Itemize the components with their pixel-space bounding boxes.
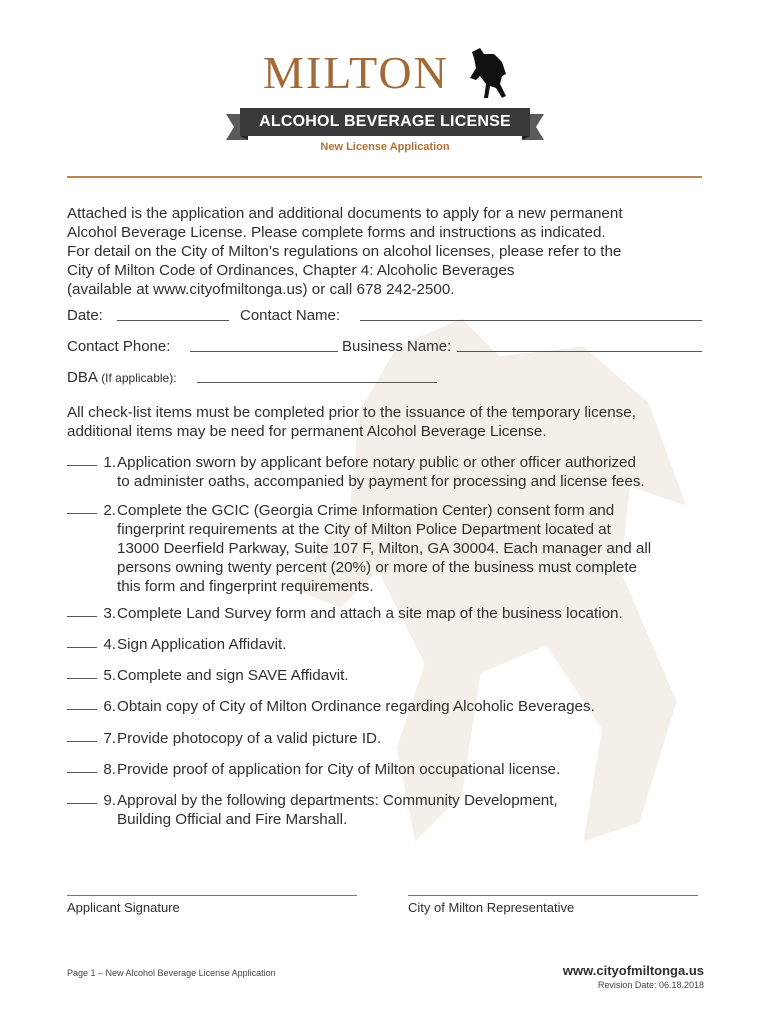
intro-paragraph	[67, 204, 707, 299]
checklist-item	[67, 666, 717, 686]
checklist-number: 5.	[103, 667, 116, 684]
applicant-signature-label: Applicant Signature	[67, 900, 180, 915]
checklist-text: Building Official and Fire Marshall.	[117, 811, 348, 828]
website-link[interactable]: www.cityofmiltonga.us	[562, 963, 704, 978]
checklist-item	[67, 453, 717, 493]
checklist-item	[67, 604, 717, 624]
horse-icon	[466, 46, 512, 100]
checklist-intro-line: additional items may be need for permanent Alcohol Beverage License.	[67, 423, 547, 440]
checklist-text: Obtain copy of City of Milton Ordinance regarding Alcoholic Beverages.	[117, 698, 595, 715]
checklist-blank[interactable]	[67, 741, 97, 742]
applicant-signature-field[interactable]	[67, 895, 357, 896]
intro-line: (available at www.cityofmiltonga.us) or call 678 242-2500.	[67, 281, 455, 298]
checklist-item	[67, 697, 717, 717]
dba-note: (If applicable):	[101, 371, 177, 385]
intro-line: For detail on the City of Milton’s regulations on alcohol licenses, please refer to the	[67, 243, 622, 260]
date-field[interactable]	[117, 320, 229, 321]
checklist-text: Approval by the following departments: Community Development,	[117, 792, 558, 809]
header-divider	[67, 176, 702, 178]
page-footer-label: Page 1 – New Alcohol Beverage License Application	[67, 968, 276, 978]
checklist-text: Provide proof of application for City of Milton occupational license.	[117, 761, 561, 778]
checklist-blank[interactable]	[67, 513, 97, 514]
checklist-blank[interactable]	[67, 772, 97, 773]
checklist-text: persons owning twenty percent (20%) or more of the business must complete	[117, 559, 638, 576]
checklist-item	[67, 729, 717, 749]
checklist-item	[67, 501, 717, 596]
checklist-number: 7.	[103, 730, 116, 747]
business-name-field[interactable]	[457, 351, 702, 352]
checklist-blank[interactable]	[67, 616, 97, 617]
contact-name-label: Contact Name:	[240, 307, 341, 324]
checklist-number: 2.	[103, 502, 116, 519]
representative-signature-label: City of Milton Representative	[408, 900, 575, 915]
page-subtitle: New License Application	[320, 141, 450, 153]
checklist-intro-line: All check-list items must be completed prior to the issuance of the temporary license,	[67, 404, 636, 421]
checklist-number: 8.	[103, 761, 116, 778]
contact-name-field[interactable]	[360, 320, 702, 321]
checklist-text: Complete and sign SAVE Affidavit.	[117, 667, 349, 684]
revision-date: Revision Date: 06.18.2018	[597, 980, 704, 990]
checklist-blank[interactable]	[67, 678, 97, 679]
checklist-number: 3.	[103, 605, 116, 622]
dba-field[interactable]	[197, 382, 437, 383]
checklist-text: this form and fingerprint requirements.	[117, 578, 374, 595]
representative-signature-field[interactable]	[408, 895, 698, 896]
intro-line: Alcohol Beverage License. Please complete forms and instructions as indicated.	[67, 224, 606, 241]
intro-line: City of Milton Code of Ordinances, Chapter 4: Alcoholic Beverages	[67, 262, 515, 279]
business-name-label: Business Name:	[342, 338, 452, 355]
checklist-text: Application sworn by applicant before notary public or other officer authorized	[117, 454, 636, 471]
checklist-blank[interactable]	[67, 647, 97, 648]
contact-phone-label: Contact Phone:	[67, 338, 171, 355]
dba-label-text: DBA	[67, 369, 98, 386]
checklist-number: 9.	[103, 792, 116, 809]
checklist-text: Complete the GCIC (Georgia Crime Information Center) consent form and	[117, 502, 615, 519]
dba-label	[67, 369, 177, 386]
checklist-item	[67, 635, 717, 655]
page-title: ALCOHOL BEVERAGE LICENSE	[259, 113, 511, 130]
checklist-text: 13000 Deerfield Parkway, Suite 107 F, Milton, GA 30004. Each manager and all	[117, 540, 652, 557]
checklist-text: to administer oaths, accompanied by payment for processing and license fees.	[117, 473, 645, 490]
checklist-number: 4.	[103, 636, 116, 653]
checklist-text: fingerprint requirements at the City of Milton Police Department located at	[117, 521, 611, 538]
checklist-text: Complete Land Survey form and attach a site map of the business location.	[117, 605, 623, 622]
checklist-blank[interactable]	[67, 803, 97, 804]
intro-line: Attached is the application and additional documents to apply for a new permanent	[67, 205, 623, 222]
checklist-intro	[67, 403, 707, 441]
checklist-item	[67, 791, 717, 831]
contact-phone-field[interactable]	[190, 351, 338, 352]
checklist-item	[67, 760, 717, 780]
date-label: Date:	[67, 307, 103, 324]
checklist-text: Provide photocopy of a valid picture ID.	[117, 730, 382, 747]
checklist-text: Sign Application Affidavit.	[117, 636, 287, 653]
checklist-number: 6.	[103, 698, 116, 715]
city-logo-wordmark: MILTON	[263, 47, 449, 98]
checklist-blank[interactable]	[67, 465, 97, 466]
checklist-blank[interactable]	[67, 709, 97, 710]
checklist-number: 1.	[103, 454, 116, 471]
